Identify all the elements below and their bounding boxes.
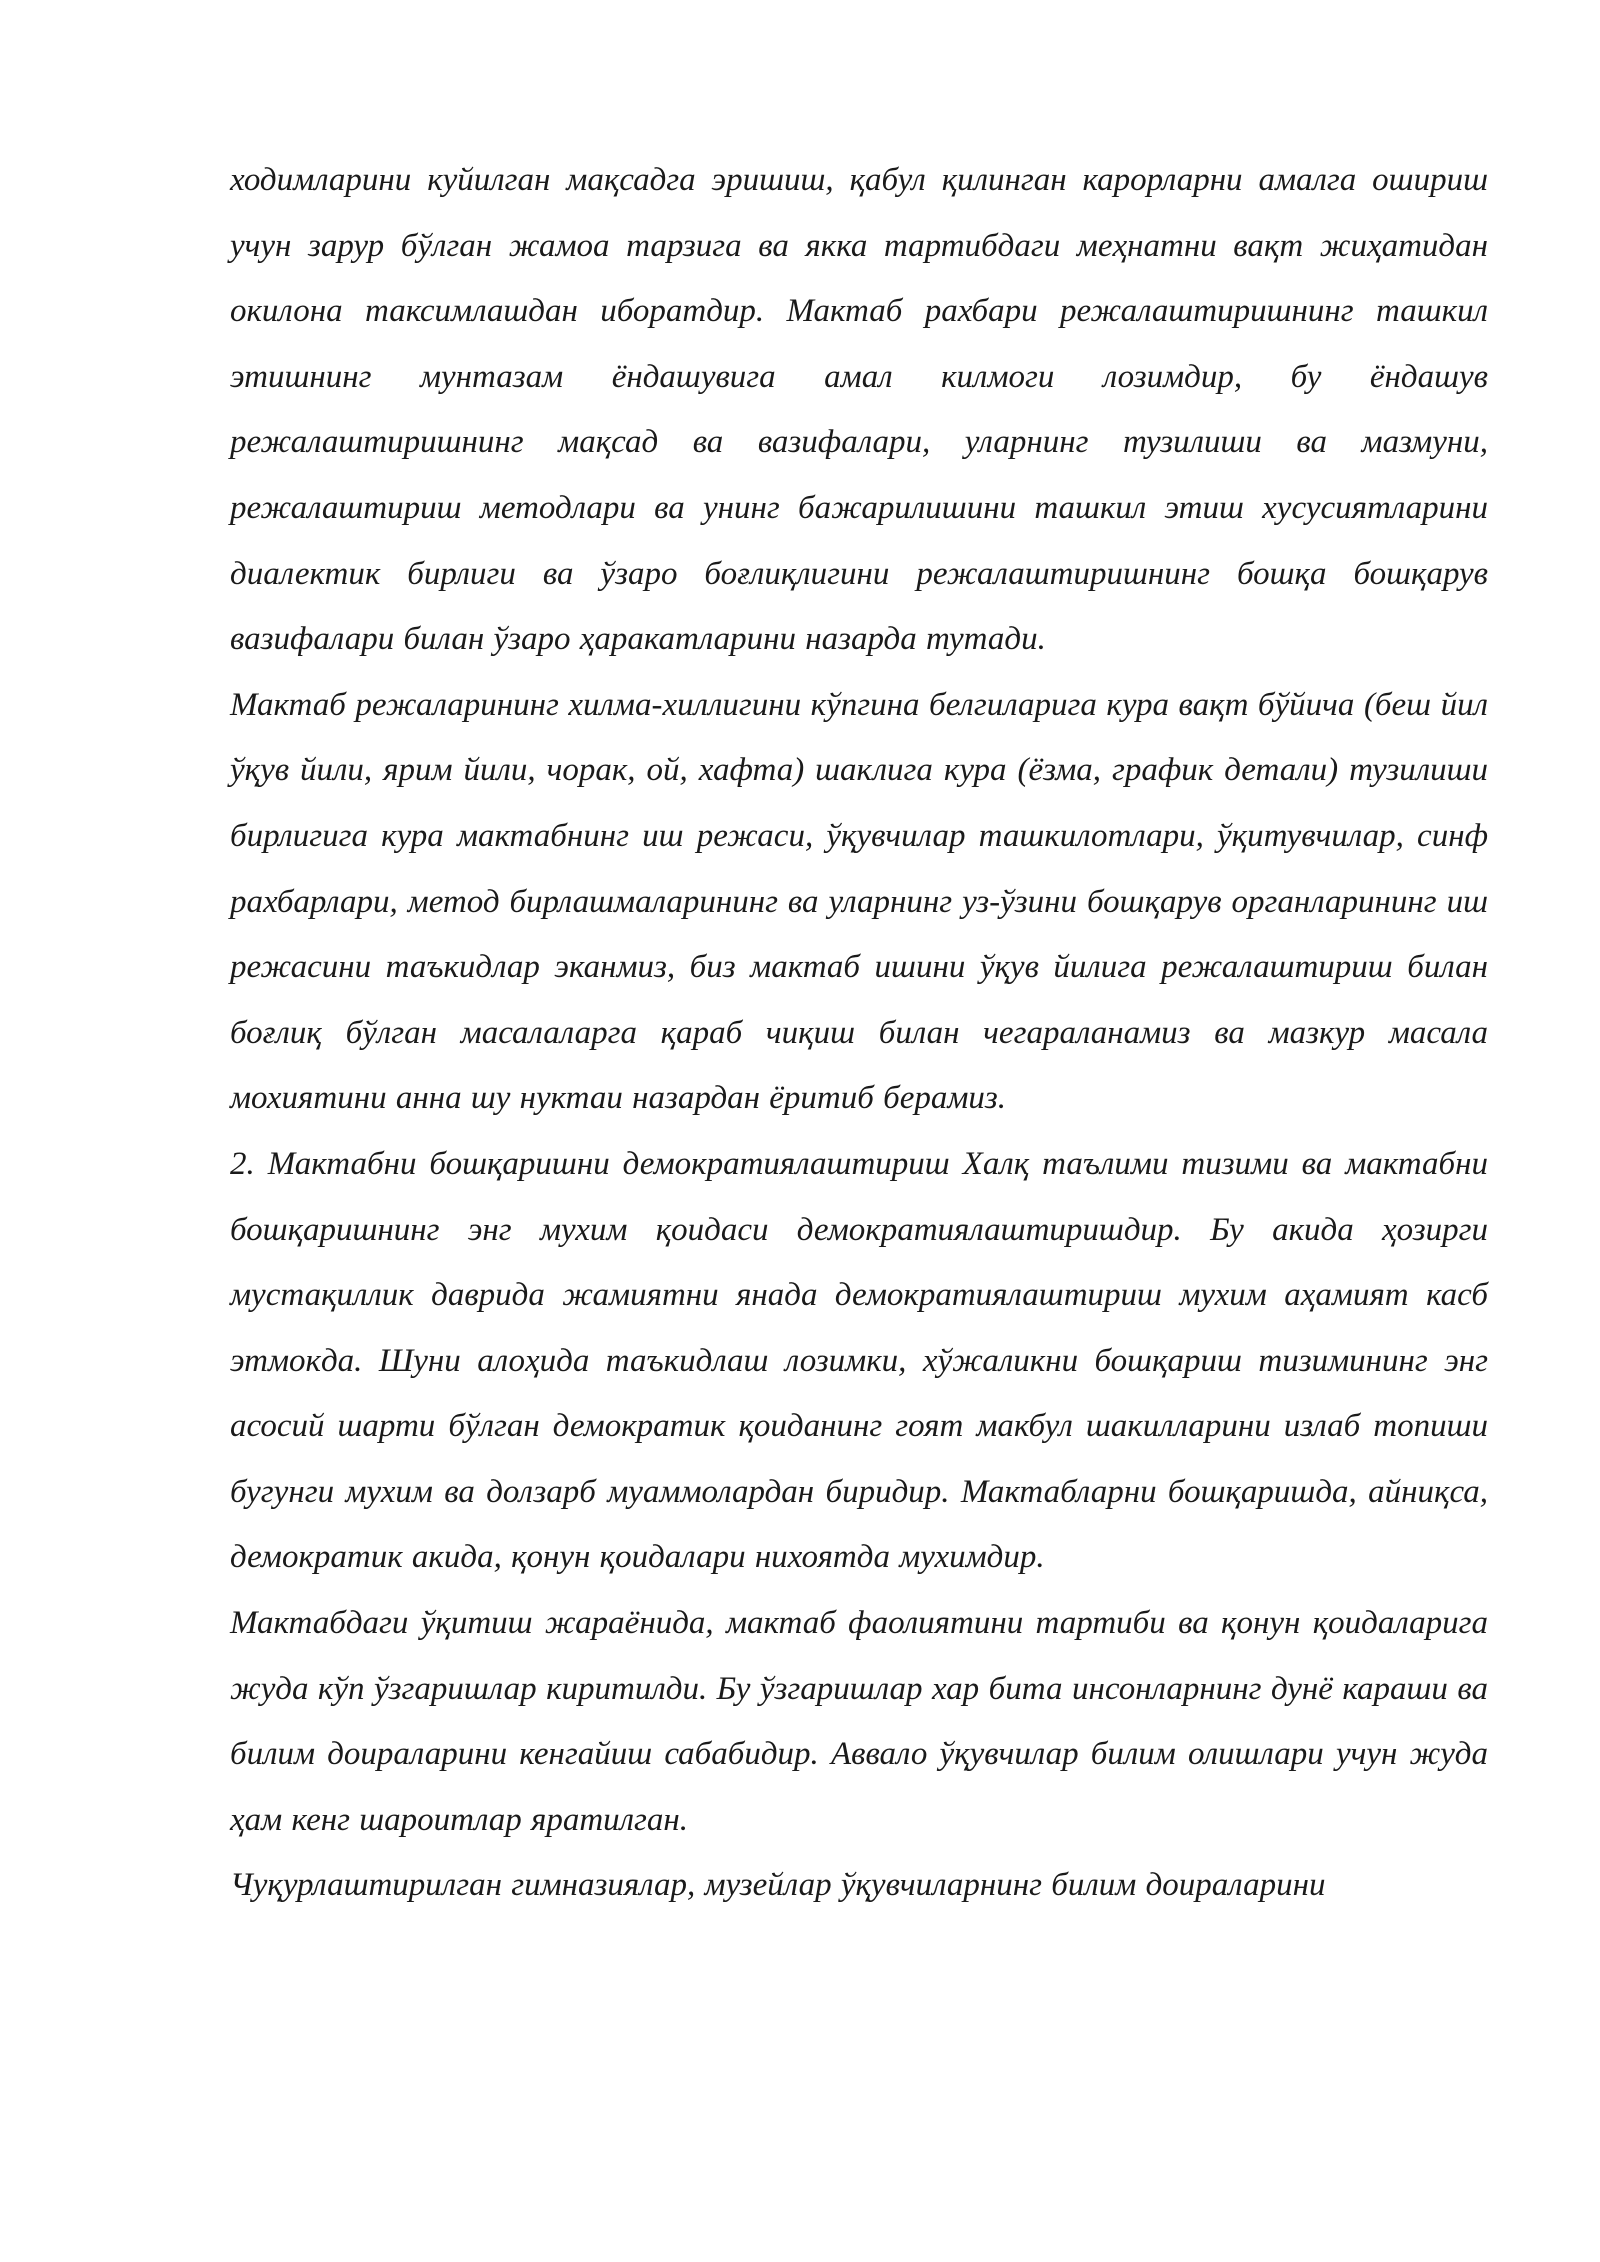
paragraph-teaching-changes: Мактабдаги ўқитиш жараёнида, мактаб фаолиятини тартиби ва қонун қоидаларига жуда кўп ўзгаришлар киритилди. Бу ўзгаришлар хар бита инсонларнинг дунё караши ва билим доираларини кенгайиш сабабидир. Аввало ўқувчилар билим олишлари учун жуда ҳам кенг шароитлар яратилган. [230,1605,1488,1838]
paragraph-school-plans: Мактаб режаларининг хилма-хиллигини кўпгина белгиларига кура вақт бўйича (беш йил ўқув йили, ярим йили, чорак, ой, хафта) шаклига кура (ёзма, график детали) тузилиши бирлигига кура мактабнинг иш режаси, ўқувчилар ташкилотлари, ўқитувчилар, синф рахбарлари, метод бирлашмаларининг ва уларнинг уз-ўзини бошқарув органларининг иш режасини таъкидлар эканмиз, биз мактаб ишини ўқув йилига режалаштириш билан боғлиқ бўлган масалаларга қараб чиқиш билан чегараланамиз ва мазкур масала мохиятини анна шу нуктаи назардан ёритиб берамиз. [230,686,1488,1117]
paragraph-planning-continuation: ходимларини куйилган мақсадга эришиш, қабул қилинган карорларни амалга ошириш учун зарур бўлган жамоа тарзига ва якка тартибдаги меҳнатни вақт жиҳатидан окилона таксимлашдан иборатдир. Мактаб рахбари режалаштиришнинг ташкил этишнинг мунтазам ёндашувига амал килмоги лозимдир, бу ёндашув режалаштиришнинг мақсад ва вазифалари, уларнинг тузилиши ва мазмуни, режалаштириш методлари ва унинг бажарилишини ташкил этиш хусусиятларини диалектик бирлиги ва ўзаро боғлиқлигини режалаштиришнинг бошқа бошқарув вазифалари билан ўзаро ҳаракатларини назарда тутади. [230,162,1488,658]
document-body [230,148,1488,1919]
paragraph-democratization: 2. Мактабни бошқаришни демократиялаштириш Халқ таълими тизими ва мактабни бошқаришнинг энг мухим қоидаси демократиялаштиришдир. Бу акида ҳозирги мустақиллик даврида жамиятни янада демократиялаштириш мухим аҳамият касб этмокда. Шуни алоҳида таъкидлаш лозимки, хўжаликни бошқариш тизимининг энг асосий шарти бўлган демократик қоиданинг гоят макбул шакилларини излаб топиши бугунги мухим ва долзарб муаммолардан биридир. Мактабларни бошқаришда, айниқса, демократик акида, қонун қоидалари нихоятда мухимдир. [230,1145,1488,1576]
paragraph-gymnasiums: Чуқурлаштирилган гимназиялар, музейлар ўқувчиларнинг билим доираларини [230,1867,1326,1904]
